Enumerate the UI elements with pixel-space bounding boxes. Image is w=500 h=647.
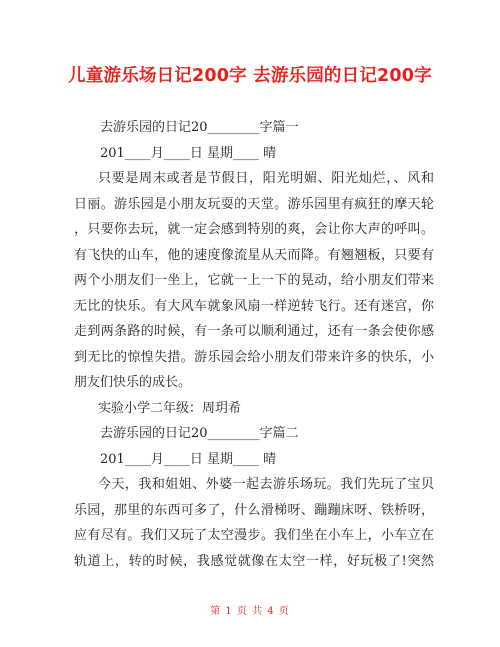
text-line: 有飞快的山车，他的速度像流星从天而降。有翘翘板，只要有 [74, 247, 434, 263]
text-line: 应有尽有。我们又玩了太空漫步。我们坐在小车上，小车立在 [74, 528, 434, 543]
page-footer: 第 1 页 共 4 页 [210, 606, 290, 617]
text-line: 201____月____日 星期____ 晴 [100, 145, 277, 161]
text-line: 乐园，那里的东西可多了，什么滑梯呀、蹦蹦床呀、铁桥呀， [74, 502, 434, 518]
text-line: 201____月____日 星期____ 晴 [100, 451, 277, 467]
text-line: 朋友们快乐的成长。 [74, 375, 192, 390]
text-line: 去游乐园的日记20________字篇一 [100, 120, 299, 135]
text-line: 走到两条路的时候，有一条可以顺利通过，还有一条会使你感 [74, 324, 434, 339]
text-line: 日丽。游乐园是小朋友玩耍的天堂。游乐园里有疯狂的摩天轮 [74, 196, 434, 212]
text-line: 两个小朋友们一坐上，它就一上一下的晃动，给小朋友们带来 [74, 273, 434, 288]
text-line: 去游乐园的日记20________字篇二 [100, 426, 299, 441]
text-line: 无比的快乐。有大风车就象风扇一样逆转飞行。还有迷宫，你 [74, 298, 434, 314]
document-title: 儿童游乐场日记200字 去游乐园的日记200字 [68, 66, 432, 86]
text-line: ，只要你去玩，就一定会感到特别的爽，会让你大声的呼叫。 [74, 222, 434, 237]
text-line: 实验小学二年级：周玥希 [98, 400, 242, 416]
document-body [74, 115, 434, 574]
text-line: 今天，我和姐姐、外婆一起去游乐场玩。我们先玩了宝贝 [98, 477, 434, 492]
text-line: 只要是周末或者是节假日，阳光明媚、阳光灿烂，、风和 [98, 171, 434, 186]
text-line: 轨道上，转的时候，我感觉就像在太空一样，好玩极了!突然 [74, 553, 434, 569]
text-line: 到无比的惊惶失措。游乐园会给小朋友们带来许多的快乐，小 [74, 349, 434, 365]
